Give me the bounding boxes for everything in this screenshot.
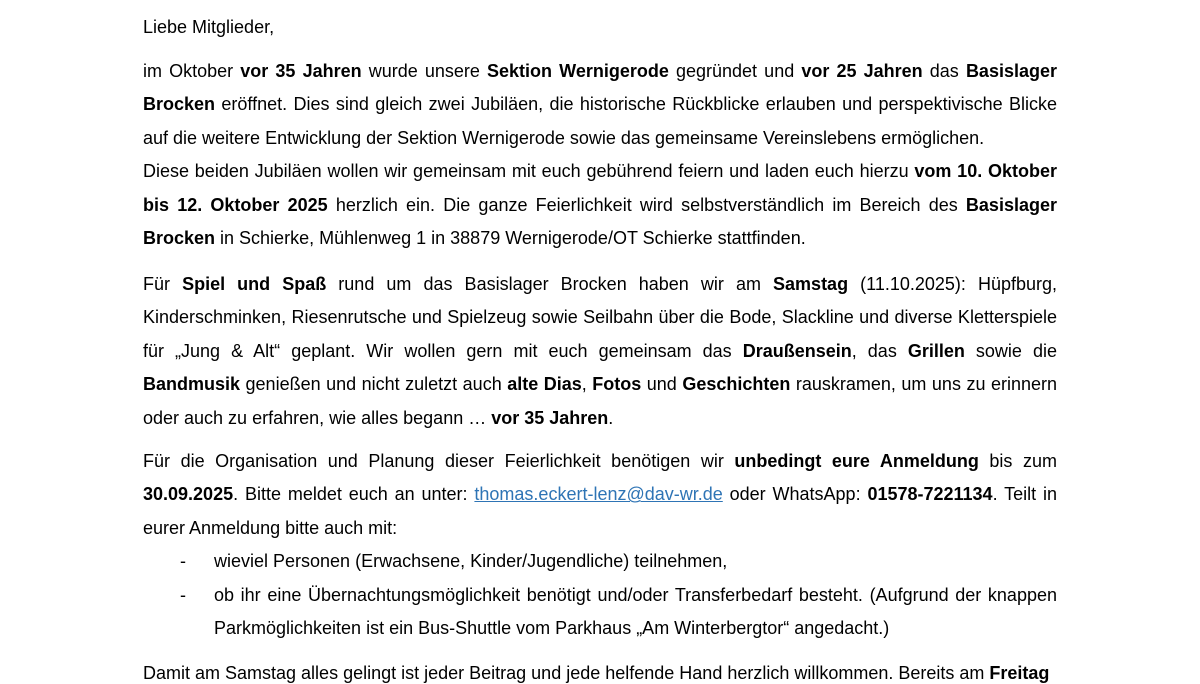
bold-span: Draußensein (742, 340, 852, 361)
activities-section (143, 268, 1057, 435)
bold-span: vor 25 Jahren (801, 61, 923, 81)
paragraph-registration (143, 445, 1057, 545)
text-span: gegründet und (668, 61, 802, 81)
list-item-text: wieviel Personen (Erwachsene, Kinder/Jugendliche) teilnehmen, (214, 551, 728, 572)
bold-span: alte Dias (507, 374, 582, 395)
help-section (143, 657, 1057, 684)
text-span: Für die Organisation und Planung dieser Feierlichkeit benötigen wir (143, 451, 735, 471)
bold-span: Freitag (989, 663, 1050, 683)
bold-span: Samstag (773, 274, 849, 294)
bold-span: Basislager Brocken (143, 61, 1057, 115)
email-link[interactable]: thomas.eckert-lenz@dav-wr.de (474, 484, 723, 505)
text-span: (11.10.2025): Hüpfburg, Kinderschminken, Riesenrutsche und Spielzeug sowie Seilbahn über die Bode, Slackline und diverse Kletterspiele für „Jung & Alt“ geplant. Wir wollen gern mit euch gemeinsam das (143, 274, 1058, 361)
salutation (143, 11, 1057, 44)
text-span: , das (851, 340, 908, 361)
text-span: sowie die (964, 340, 1057, 361)
list-item (143, 579, 1057, 646)
registration-section (143, 445, 1057, 645)
bold-span: Geschichten (682, 374, 791, 395)
paragraph-activities (143, 268, 1057, 435)
bold-span: vom 10. Oktober bis 12. Oktober 2025 (143, 161, 1057, 215)
bold-span: Grillen (907, 340, 965, 361)
whatsapp-number: 01578-7221134 (867, 484, 993, 505)
text-span: eröffnet. Dies sind gleich zwei Jubiläen, die historische Rückblicke erlauben und perspektivische Blicke auf die weitere Entwicklung der Sektion Wernigerode sowie das gemeinsame Vereinslebens ermöglichen. (143, 94, 1057, 148)
intro-section (143, 55, 1057, 255)
bold-span: Bandmusik (143, 374, 241, 395)
text-span: rauskramen, um uns zu erinnern oder auch zu erfahren, wie alles begann … (143, 374, 1057, 428)
bullet-dash: - (180, 551, 186, 572)
salutation-text: Liebe Mitglieder, (143, 17, 275, 37)
text-span: herzlich ein. Die ganze Feierlichkeit wird selbstverständlich im Bereich des (327, 194, 966, 215)
bold-span: Spiel und Spaß (182, 274, 327, 294)
text-span: Diese beiden Jubiläen wollen wir gemeinsam mit euch gebührend feiern und laden euch hierzu (143, 161, 915, 182)
bold-span: vor 35 Jahren (240, 61, 362, 81)
bold-span: unbedingt eure Anmeldung (734, 451, 979, 471)
bullet-dash: - (180, 584, 186, 605)
text-span: oder WhatsApp: (722, 484, 868, 505)
text-span: . Teilt in eurer Anmeldung bitte auch mit: (143, 484, 1057, 538)
text-span: Für (143, 274, 183, 294)
list-item (143, 545, 1057, 578)
text-span: . (608, 407, 614, 428)
text-span: in Schierke, Mühlenweg 1 in 38879 Wernigerode/OT Schierke stattfinden. (215, 228, 806, 249)
registration-info-list (143, 545, 1057, 645)
text-span: . Bitte meldet euch an unter: (233, 484, 475, 505)
text-span: rund um das Basislager Brocken haben wir am (326, 274, 774, 294)
bold-span: Fotos (592, 374, 642, 395)
registration-deadline: 30.09.2025 (143, 484, 234, 505)
text-span: im Oktober (143, 61, 241, 81)
text-span: genießen und nicht zuletzt auch (240, 374, 508, 395)
text-span: wurde unsere (361, 61, 488, 81)
text-span: und (641, 374, 683, 395)
paragraph-invitation (143, 155, 1057, 255)
bold-span: Sektion Wernigerode (487, 61, 669, 81)
paragraph-help (143, 657, 1057, 684)
list-item-text: ob ihr eine Übernachtungsmöglichkeit benötigt und/oder Transferbedarf besteht. (Aufgrund der knappen Parkmöglichkeiten ist ein Bus-Shuttle vom Parkhaus „Am Winterbergtor“ angedacht.) (214, 584, 1057, 639)
text-span: Damit am Samstag alles gelingt ist jeder Beitrag und jede helfende Hand herzlich willkommen. Bereits am (143, 663, 990, 683)
text-span: das (922, 61, 966, 81)
bold-span: vor 35 Jahren (491, 407, 609, 428)
paragraph-anniversaries (143, 55, 1057, 155)
bold-span: Basislager Brocken (143, 194, 1057, 249)
text-span: bis zum (978, 451, 1057, 471)
text-span: , (581, 374, 593, 395)
